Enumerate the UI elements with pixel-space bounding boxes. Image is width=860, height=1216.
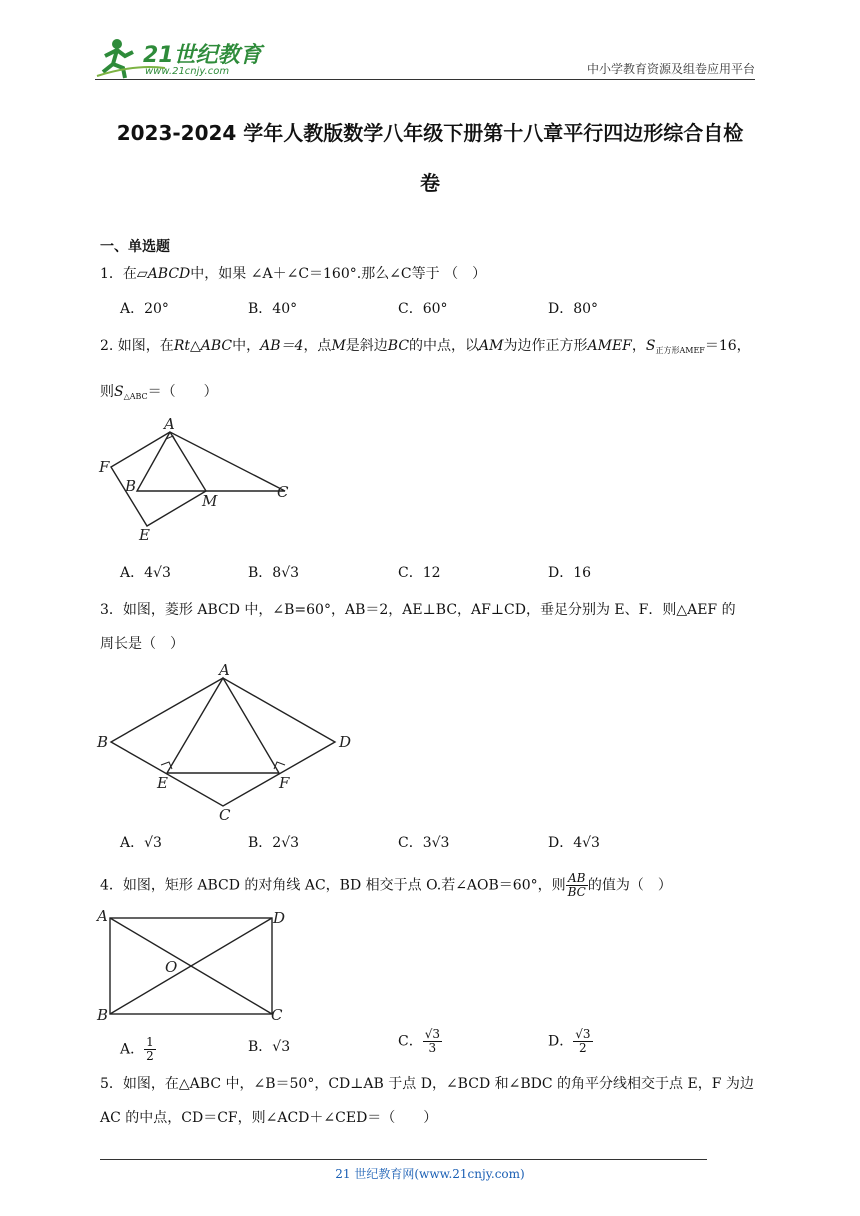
- q2-label-e: E: [139, 526, 150, 544]
- q3-label-b: B: [97, 733, 109, 751]
- q4-figure: [95, 906, 295, 1024]
- question-3-line2: 周长是（ ）: [100, 636, 184, 652]
- q4-fraction: $\frac{AB}{BC}$: [567, 871, 586, 899]
- q1-option-c[interactable]: C．60°: [398, 301, 448, 317]
- question-4: 4．如图，矩形 ABCD 的对角线 AC，BD 相交于点 O.若∠AOB＝60°，则 $\frac{AB}{BC}$ 的值为（ ）: [100, 871, 672, 899]
- q4-option-d[interactable]: D． $\frac{√3}{2}$: [548, 1027, 591, 1055]
- q2-figure: [95, 412, 305, 547]
- q4-option-a[interactable]: A． $\frac{1}{2}$: [120, 1035, 154, 1063]
- logo-text: 21世纪教育: [143, 43, 262, 68]
- q2-option-c[interactable]: C．12: [398, 565, 441, 581]
- q4-label-c: C: [271, 1006, 283, 1024]
- q3-label-e: E: [157, 774, 168, 792]
- q2-label-a: A: [164, 415, 175, 433]
- q3-label-f: F: [279, 774, 290, 792]
- q2-label-m: M: [202, 492, 218, 510]
- question-2: 2. 如图，在Rt△ABC中，AB＝4，点M是斜边BC的中点，以AM为边作正方形AMEF，$S_{正方形AMEF}=16$，: [100, 338, 751, 355]
- q2-label-f: F: [99, 458, 110, 476]
- question-1: 1．在▱ABCD中，如果 ∠A＋∠C＝160°.那么∠C等于 （ ）: [100, 266, 487, 282]
- question-5: 5．如图，在△ABC 中，∠B＝50°，CD⊥AB 于点 D，∠BCD 和∠BDC 的角平分线相交于点 E，F 为边: [100, 1076, 754, 1092]
- q3-option-b[interactable]: B．2√3: [248, 835, 300, 851]
- q4-label-b: B: [97, 1006, 109, 1024]
- question-5-line2: AC 的中点，CD＝CF，则∠ACD＋∠CED＝（ ）: [100, 1110, 438, 1126]
- q2-option-a[interactable]: A．4√3: [120, 565, 171, 581]
- q2-label-b: B: [125, 477, 137, 495]
- q4-label-o: O: [165, 958, 178, 976]
- q1-option-b[interactable]: B．40°: [248, 301, 298, 317]
- header-divider: [95, 79, 755, 80]
- q3-label-c: C: [219, 806, 231, 823]
- q1-option-a[interactable]: A．20°: [120, 301, 169, 317]
- question-2-line2: 则$S_{\triangle ABC}=$（ ）: [100, 384, 218, 401]
- q3-label-d: D: [339, 733, 352, 751]
- footer-divider: [100, 1159, 707, 1160]
- logo: [95, 34, 265, 82]
- q2-option-d[interactable]: D．16: [548, 565, 592, 581]
- q3-label-a: A: [219, 661, 230, 679]
- page-title: 2023-2024 学年人教版数学八年级下册第十八章平行四边形综合自检 卷: [116, 121, 744, 195]
- logo-url: www.21cnjy.com: [145, 66, 230, 77]
- footer-link[interactable]: 21 世纪教育网(www.21cnjy.com): [335, 1167, 525, 1181]
- q4-option-b[interactable]: B．√3: [248, 1039, 291, 1055]
- q3-option-d[interactable]: D．4√3: [548, 835, 600, 851]
- q2-label-c: C: [277, 483, 289, 501]
- section-heading: 一、单选题: [100, 239, 170, 255]
- q3-option-c[interactable]: C．3√3: [398, 835, 450, 851]
- q4-options: [0, 1026, 860, 1064]
- q2-option-b[interactable]: B．8√3: [248, 565, 300, 581]
- q3-option-a[interactable]: A．√3: [120, 835, 162, 851]
- q4-option-c[interactable]: C． $\frac{√3}{3}$: [398, 1027, 440, 1055]
- platform-name: 中小学教育资源及组卷应用平台: [586, 62, 755, 76]
- q4-label-d: D: [273, 909, 286, 927]
- q1-options: [0, 298, 860, 318]
- q2-options: [0, 562, 860, 582]
- q4-label-a: A: [97, 907, 108, 925]
- q1-option-d[interactable]: D．80°: [548, 301, 599, 317]
- q3-options: [0, 832, 860, 852]
- q3-figure: [95, 658, 365, 823]
- question-3: 3．如图，菱形 ABCD 中，∠B=60°，AB＝2，AE⊥BC，AF⊥CD，垂足分别为 E、F．则△AEF 的: [100, 602, 736, 618]
